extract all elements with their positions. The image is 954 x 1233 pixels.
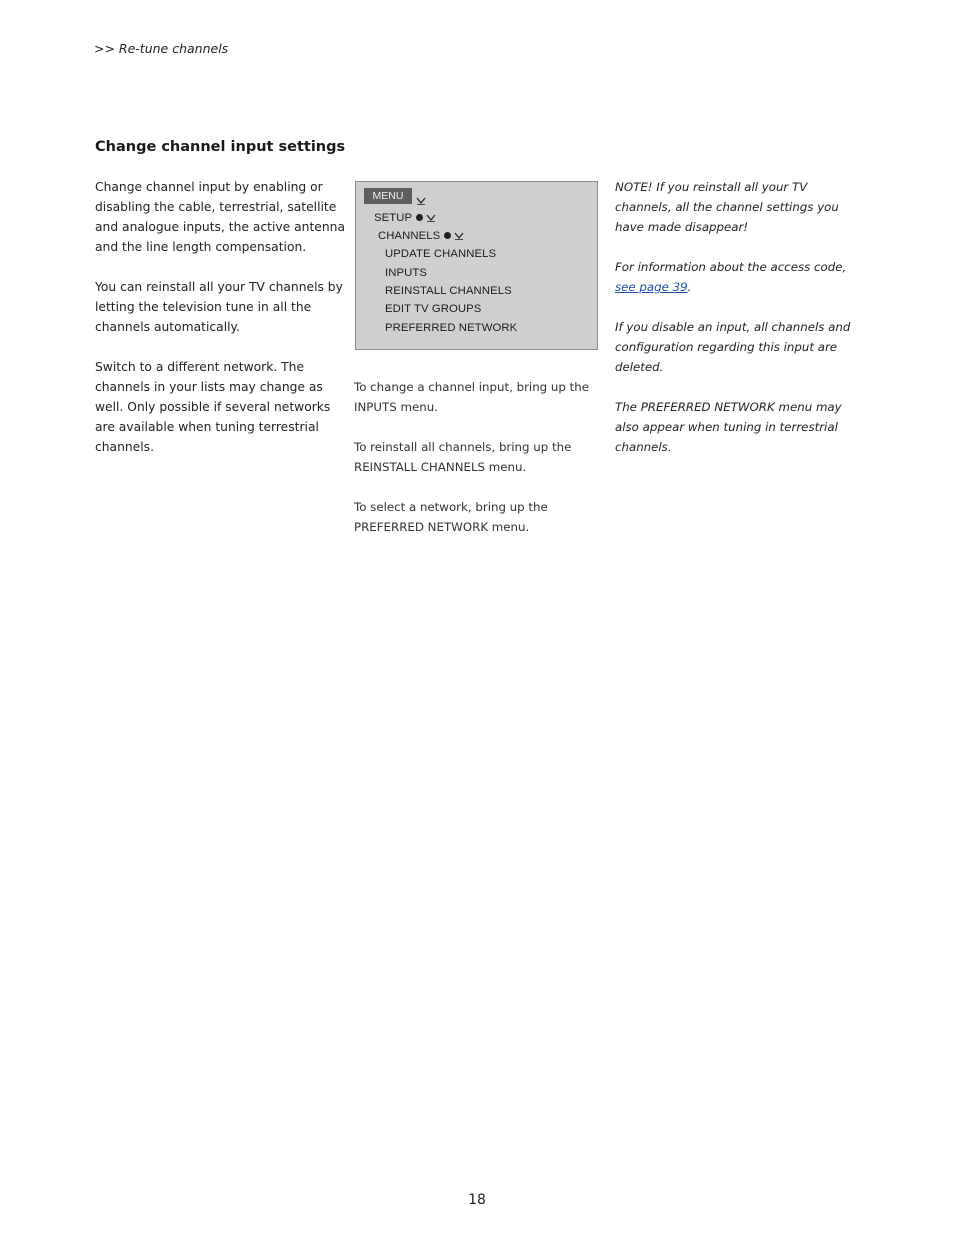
menu-item-setup-label: SETUP	[374, 212, 413, 224]
dot-icon	[444, 232, 451, 239]
chevron-down-icon	[416, 196, 426, 205]
preferred-network-note: The PREFERRED NETWORK menu may also appear when tuning in terrestrial channels.	[615, 400, 842, 454]
menu-item-preferred-network: PREFERRED NETWORK	[385, 322, 518, 334]
left-paragraph-2: You can reinstall all your TV channels by letting the television tune in all the channels automatically.	[95, 280, 343, 334]
breadcrumb-prefix: >>	[94, 41, 119, 56]
middle-paragraph-3: To select a network, bring up the PREFERRED NETWORK menu.	[354, 500, 548, 534]
breadcrumb-text: Re-tune channels	[118, 41, 229, 56]
menu-item-channels	[378, 230, 464, 242]
disable-input-note: If you disable an input, all channels and configuration regarding this input are deleted.	[615, 320, 851, 374]
left-paragraph-1: Change channel input by enabling or disabling the cable, terrestrial, satellite and analogue inputs, the active antenna and the line length compensation.	[95, 180, 345, 254]
menu-item-update-channels: UPDATE CHANNELS	[385, 248, 497, 260]
menu-item-setup	[374, 212, 436, 224]
middle-paragraph-1: To change a channel input, bring up the INPUTS menu.	[354, 380, 589, 414]
menu-item-channels-label: CHANNELS	[378, 230, 441, 242]
menu-item-inputs: INPUTS	[385, 267, 428, 279]
dot-icon	[416, 214, 423, 221]
chevron-down-icon	[454, 231, 464, 240]
access-code-prefix: For information about the access code,	[615, 260, 847, 274]
chevron-down-icon	[426, 213, 436, 222]
middle-paragraph-2: To reinstall all channels, bring up the REINSTALL CHANNELS menu.	[354, 440, 572, 474]
access-code-note	[615, 257, 865, 297]
left-column	[95, 177, 347, 477]
menu-item-edit-tv-groups: EDIT TV GROUPS	[385, 303, 482, 315]
access-code-suffix: .	[687, 280, 692, 294]
reinstall-note: NOTE! If you reinstall all your TV channels, all the channel settings you have made disappear!	[615, 180, 839, 234]
page-heading: Change channel input settings	[95, 139, 346, 155]
see-page-39-link[interactable]: see page 39	[615, 280, 688, 294]
menu-item-reinstall-channels: REINSTALL CHANNELS	[385, 285, 512, 297]
menu-tag: MENU	[364, 188, 412, 204]
page-number: 18	[468, 1192, 486, 1208]
middle-column	[354, 377, 604, 557]
left-paragraph-3: Switch to a different network. The channels in your lists may change as well. Only possible if several networks are available when tuning terrestrial channels.	[95, 360, 331, 454]
menu-illustration	[355, 181, 598, 350]
right-column	[615, 177, 865, 477]
breadcrumb	[94, 41, 228, 56]
